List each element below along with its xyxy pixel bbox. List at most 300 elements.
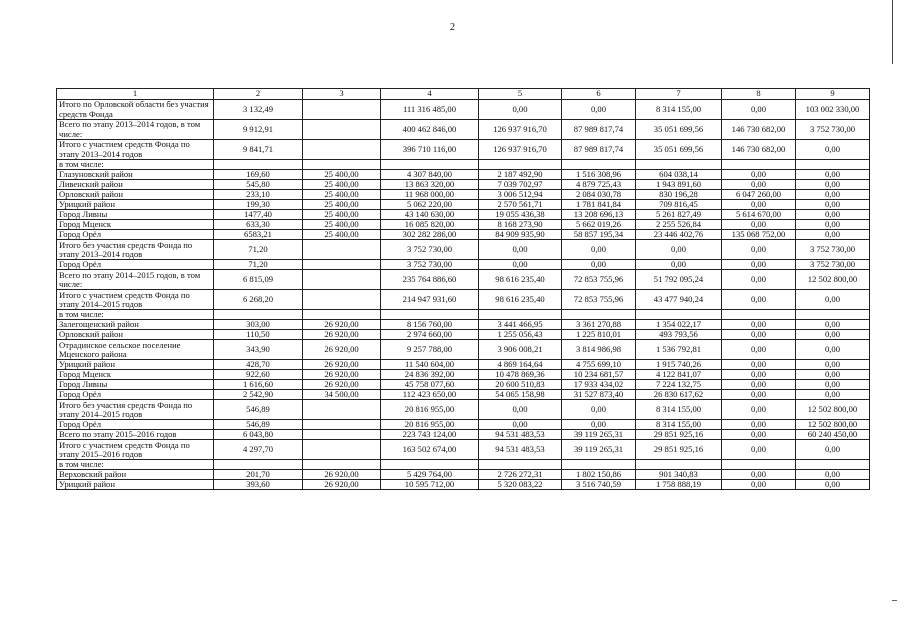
value-cell bbox=[303, 140, 381, 160]
value-cell bbox=[303, 160, 381, 170]
row-label-cell: Итого с участием средств Фонда по этапу 2013–2014 годов bbox=[57, 140, 214, 160]
value-cell: 1 354 022,17 bbox=[636, 320, 722, 330]
value-cell: 0,00 bbox=[796, 340, 870, 360]
value-cell: 302 282 286,00 bbox=[381, 230, 479, 240]
value-cell: 1 802 150,86 bbox=[562, 470, 636, 480]
value-cell: 0,00 bbox=[479, 260, 562, 270]
value-cell bbox=[796, 160, 870, 170]
value-cell: 0,00 bbox=[722, 390, 796, 400]
value-cell: 3 814 986,98 bbox=[562, 340, 636, 360]
value-cell: 103 002 330,00 bbox=[796, 100, 870, 120]
table-row bbox=[57, 380, 870, 390]
value-cell: 11 540 604,00 bbox=[381, 360, 479, 370]
value-cell: 0,00 bbox=[722, 400, 796, 420]
row-label-cell: Итого по Орловской области без участия средств Фонда bbox=[57, 100, 214, 120]
value-cell bbox=[303, 420, 381, 430]
value-cell: 604 038,14 bbox=[636, 170, 722, 180]
value-cell: 0,00 bbox=[722, 330, 796, 340]
value-cell bbox=[303, 290, 381, 310]
table-row bbox=[57, 210, 870, 220]
table-row bbox=[57, 440, 870, 460]
column-number-row bbox=[57, 89, 870, 100]
value-cell: 9 257 788,00 bbox=[381, 340, 479, 360]
column-header: 6 bbox=[562, 89, 636, 100]
value-cell: 0,00 bbox=[796, 180, 870, 190]
value-cell: 0,00 bbox=[796, 170, 870, 180]
value-cell: 135 068 752,00 bbox=[722, 230, 796, 240]
value-cell: 20 816 955,00 bbox=[381, 400, 479, 420]
table-row bbox=[57, 420, 870, 430]
value-cell bbox=[381, 460, 479, 470]
table-row bbox=[57, 140, 870, 160]
value-cell: 546,89 bbox=[214, 400, 303, 420]
value-cell: 428,70 bbox=[214, 360, 303, 370]
row-label-cell: Город Орёл bbox=[57, 420, 214, 430]
row-label-cell: Город Орёл bbox=[57, 230, 214, 240]
row-label-cell: Верховский район bbox=[57, 470, 214, 480]
value-cell: 233,10 bbox=[214, 190, 303, 200]
value-cell bbox=[303, 460, 381, 470]
value-cell: 39 119 265,31 bbox=[562, 430, 636, 440]
value-cell: 3 752 730,00 bbox=[796, 240, 870, 260]
value-cell: 2 187 492,90 bbox=[479, 170, 562, 180]
value-cell: 71,20 bbox=[214, 260, 303, 270]
column-header: 9 bbox=[796, 89, 870, 100]
table-row bbox=[57, 480, 870, 490]
value-cell: 1 255 056,43 bbox=[479, 330, 562, 340]
value-cell: 12 502 800,00 bbox=[796, 420, 870, 430]
value-cell bbox=[303, 260, 381, 270]
value-cell: 26 920,00 bbox=[303, 380, 381, 390]
value-cell: 98 616 235,40 bbox=[479, 290, 562, 310]
row-label-cell: Орловский район bbox=[57, 190, 214, 200]
table-row bbox=[57, 120, 870, 140]
value-cell: 1 516 308,96 bbox=[562, 170, 636, 180]
table-row bbox=[57, 170, 870, 180]
value-cell: 0,00 bbox=[722, 320, 796, 330]
value-cell: 60 240 450,00 bbox=[796, 430, 870, 440]
value-cell: 0,00 bbox=[722, 240, 796, 260]
value-cell: 901 340,83 bbox=[636, 470, 722, 480]
value-cell: 393,60 bbox=[214, 480, 303, 490]
value-cell: 110,50 bbox=[214, 330, 303, 340]
value-cell: 0,00 bbox=[796, 220, 870, 230]
value-cell: 35 051 699,56 bbox=[636, 140, 722, 160]
value-cell: 98 616 235,40 bbox=[479, 270, 562, 290]
table-row bbox=[57, 400, 870, 420]
value-cell: 1 943 891,60 bbox=[636, 180, 722, 190]
value-cell: 111 316 485,00 bbox=[381, 100, 479, 120]
value-cell: 34 500,00 bbox=[303, 390, 381, 400]
value-cell: 84 909 935,90 bbox=[479, 230, 562, 240]
value-cell bbox=[479, 160, 562, 170]
value-cell: 24 836 392,00 bbox=[381, 370, 479, 380]
value-cell bbox=[303, 440, 381, 460]
value-cell: 12 502 800,00 bbox=[796, 400, 870, 420]
value-cell: 25 400,00 bbox=[303, 170, 381, 180]
value-cell: 0,00 bbox=[722, 200, 796, 210]
value-cell: 303,00 bbox=[214, 320, 303, 330]
row-label-cell: Город Орёл bbox=[57, 390, 214, 400]
value-cell: 5 062 220,00 bbox=[381, 200, 479, 210]
value-cell: 26 920,00 bbox=[303, 340, 381, 360]
table-row bbox=[57, 270, 870, 290]
value-cell bbox=[303, 310, 381, 320]
value-cell: 0,00 bbox=[722, 440, 796, 460]
value-cell: 8 314 155,00 bbox=[636, 400, 722, 420]
value-cell: 0,00 bbox=[796, 290, 870, 310]
table-row bbox=[57, 180, 870, 190]
value-cell: 3 441 466,95 bbox=[479, 320, 562, 330]
value-cell: 87 989 817,74 bbox=[562, 140, 636, 160]
value-cell: 8 314 155,00 bbox=[636, 100, 722, 120]
value-cell: 35 051 699,56 bbox=[636, 120, 722, 140]
value-cell bbox=[722, 160, 796, 170]
value-cell: 10 478 869,36 bbox=[479, 370, 562, 380]
value-cell: 13 863 320,00 bbox=[381, 180, 479, 190]
value-cell: 396 710 116,00 bbox=[381, 140, 479, 160]
value-cell: 0,00 bbox=[796, 380, 870, 390]
value-cell: 126 937 916,70 bbox=[479, 140, 562, 160]
value-cell: 3 752 730,00 bbox=[796, 120, 870, 140]
value-cell: 0,00 bbox=[722, 420, 796, 430]
value-cell: 25 400,00 bbox=[303, 190, 381, 200]
row-label-cell: Всего по этапу 2013–2014 годов, в том числе: bbox=[57, 120, 214, 140]
value-cell: 0,00 bbox=[562, 100, 636, 120]
value-cell: 0,00 bbox=[479, 420, 562, 430]
table-row bbox=[57, 230, 870, 240]
value-cell: 1 915 740,26 bbox=[636, 360, 722, 370]
value-cell: 26 920,00 bbox=[303, 330, 381, 340]
value-cell: 2 570 561,71 bbox=[479, 200, 562, 210]
value-cell: 5 662 019,26 bbox=[562, 220, 636, 230]
row-label-cell: в том числе: bbox=[57, 460, 214, 470]
value-cell: 2 255 526,84 bbox=[636, 220, 722, 230]
row-label-cell: Глазуновский район bbox=[57, 170, 214, 180]
scan-edge-mark bbox=[892, 600, 897, 601]
value-cell: 4 122 841,07 bbox=[636, 370, 722, 380]
value-cell: 0,00 bbox=[722, 220, 796, 230]
value-cell: 0,00 bbox=[722, 180, 796, 190]
value-cell: 5 614 670,00 bbox=[722, 210, 796, 220]
value-cell: 7 039 702,97 bbox=[479, 180, 562, 190]
row-label-cell: Город Ливны bbox=[57, 380, 214, 390]
table-row bbox=[57, 340, 870, 360]
value-cell: 26 920,00 bbox=[303, 480, 381, 490]
value-cell: 0,00 bbox=[796, 200, 870, 210]
value-cell: 546,89 bbox=[214, 420, 303, 430]
value-cell: 343,90 bbox=[214, 340, 303, 360]
value-cell bbox=[303, 240, 381, 260]
value-cell: 3 752 730,00 bbox=[381, 260, 479, 270]
value-cell: 0,00 bbox=[562, 400, 636, 420]
value-cell: 8 156 760,00 bbox=[381, 320, 479, 330]
column-header: 4 bbox=[381, 89, 479, 100]
value-cell: 400 462 846,00 bbox=[381, 120, 479, 140]
table-row bbox=[57, 320, 870, 330]
table-row bbox=[57, 330, 870, 340]
value-cell: 26 830 617,62 bbox=[636, 390, 722, 400]
value-cell: 43 140 630,00 bbox=[381, 210, 479, 220]
value-cell: 71,20 bbox=[214, 240, 303, 260]
row-label-cell: Всего по этапу 2015–2016 годов bbox=[57, 430, 214, 440]
value-cell: 72 853 755,96 bbox=[562, 270, 636, 290]
value-cell: 20 816 955,00 bbox=[381, 420, 479, 430]
value-cell: 0,00 bbox=[722, 480, 796, 490]
value-cell: 58 857 195,34 bbox=[562, 230, 636, 240]
value-cell: 17 933 434,02 bbox=[562, 380, 636, 390]
value-cell: 0,00 bbox=[722, 170, 796, 180]
column-header: 5 bbox=[479, 89, 562, 100]
value-cell: 169,60 bbox=[214, 170, 303, 180]
value-cell: 1 225 810,01 bbox=[562, 330, 636, 340]
value-cell: 26 920,00 bbox=[303, 370, 381, 380]
value-cell: 1 758 888,19 bbox=[636, 480, 722, 490]
value-cell: 0,00 bbox=[722, 360, 796, 370]
value-cell: 0,00 bbox=[722, 340, 796, 360]
table-row bbox=[57, 160, 870, 170]
value-cell: 5 320 083,22 bbox=[479, 480, 562, 490]
value-cell: 633,30 bbox=[214, 220, 303, 230]
value-cell: 163 502 674,00 bbox=[381, 440, 479, 460]
value-cell: 0,00 bbox=[796, 330, 870, 340]
value-cell: 72 853 755,96 bbox=[562, 290, 636, 310]
value-cell: 8 314 155,00 bbox=[636, 420, 722, 430]
value-cell: 26 920,00 bbox=[303, 470, 381, 480]
value-cell bbox=[303, 120, 381, 140]
value-cell: 146 730 682,00 bbox=[722, 120, 796, 140]
value-cell: 7 224 132,75 bbox=[636, 380, 722, 390]
value-cell bbox=[479, 460, 562, 470]
value-cell: 6 043,80 bbox=[214, 430, 303, 440]
column-header: 2 bbox=[214, 89, 303, 100]
value-cell: 0,00 bbox=[562, 240, 636, 260]
row-label-cell: Отрадинское сельское поселение Мценского района bbox=[57, 340, 214, 360]
table-row bbox=[57, 260, 870, 270]
column-header: 7 bbox=[636, 89, 722, 100]
value-cell bbox=[214, 310, 303, 320]
value-cell bbox=[303, 270, 381, 290]
value-cell: 112 423 650,00 bbox=[381, 390, 479, 400]
value-cell bbox=[796, 460, 870, 470]
value-cell: 94 531 483,53 bbox=[479, 430, 562, 440]
value-cell: 0,00 bbox=[722, 100, 796, 120]
value-cell: 10 234 681,57 bbox=[562, 370, 636, 380]
value-cell: 94 531 483,53 bbox=[479, 440, 562, 460]
row-label-cell: Орловский район bbox=[57, 330, 214, 340]
value-cell: 26 920,00 bbox=[303, 360, 381, 370]
row-label-cell: Всего по этапу 2014–2015 годов, в том числе: bbox=[57, 270, 214, 290]
value-cell: 4 755 699,10 bbox=[562, 360, 636, 370]
row-label-cell: Город Ливны bbox=[57, 210, 214, 220]
value-cell: 0,00 bbox=[796, 470, 870, 480]
value-cell: 87 989 817,74 bbox=[562, 120, 636, 140]
value-cell: 709 816,45 bbox=[636, 200, 722, 210]
table-row bbox=[57, 430, 870, 440]
row-label-cell: Урицкий район bbox=[57, 360, 214, 370]
row-label-cell: Город Мценск bbox=[57, 220, 214, 230]
row-label-cell: в том числе: bbox=[57, 310, 214, 320]
value-cell: 493 793,56 bbox=[636, 330, 722, 340]
value-cell: 6 047 260,00 bbox=[722, 190, 796, 200]
value-cell: 0,00 bbox=[796, 370, 870, 380]
table-row bbox=[57, 390, 870, 400]
value-cell bbox=[722, 310, 796, 320]
value-cell: 0,00 bbox=[796, 320, 870, 330]
value-cell: 0,00 bbox=[796, 190, 870, 200]
value-cell: 146 730 682,00 bbox=[722, 140, 796, 160]
row-label-cell: Залегощенский район bbox=[57, 320, 214, 330]
value-cell: 0,00 bbox=[562, 260, 636, 270]
value-cell: 4 307 840,00 bbox=[381, 170, 479, 180]
value-cell: 4 297,70 bbox=[214, 440, 303, 460]
value-cell: 10 595 712,00 bbox=[381, 480, 479, 490]
table-row bbox=[57, 100, 870, 120]
value-cell: 16 085 820,00 bbox=[381, 220, 479, 230]
value-cell: 6583,21 bbox=[214, 230, 303, 240]
value-cell: 830 196,28 bbox=[636, 190, 722, 200]
value-cell bbox=[636, 160, 722, 170]
value-cell: 0,00 bbox=[722, 290, 796, 310]
value-cell: 39 119 265,31 bbox=[562, 440, 636, 460]
column-header: 3 bbox=[303, 89, 381, 100]
page-number: 2 bbox=[450, 22, 455, 33]
column-header: 8 bbox=[722, 89, 796, 100]
value-cell: 51 792 095,24 bbox=[636, 270, 722, 290]
value-cell: 26 920,00 bbox=[303, 320, 381, 330]
funding-table bbox=[56, 88, 870, 490]
value-cell: 0,00 bbox=[722, 370, 796, 380]
value-cell: 922,60 bbox=[214, 370, 303, 380]
value-cell: 0,00 bbox=[722, 470, 796, 480]
value-cell: 214 947 931,60 bbox=[381, 290, 479, 310]
value-cell: 126 937 916,70 bbox=[479, 120, 562, 140]
value-cell: 6 268,20 bbox=[214, 290, 303, 310]
value-cell: 5 261 827,49 bbox=[636, 210, 722, 220]
value-cell bbox=[479, 310, 562, 320]
value-cell: 54 065 158,98 bbox=[479, 390, 562, 400]
value-cell: 0,00 bbox=[796, 390, 870, 400]
value-cell: 11 968 000,00 bbox=[381, 190, 479, 200]
table-row bbox=[57, 190, 870, 200]
value-cell: 3 516 740,59 bbox=[562, 480, 636, 490]
table-row bbox=[57, 200, 870, 210]
value-cell bbox=[303, 430, 381, 440]
row-label-cell: Город Орёл bbox=[57, 260, 214, 270]
scan-edge-line bbox=[892, 0, 893, 64]
value-cell: 9 912,91 bbox=[214, 120, 303, 140]
value-cell: 0,00 bbox=[722, 430, 796, 440]
value-cell: 23 446 402,76 bbox=[636, 230, 722, 240]
value-cell: 545,80 bbox=[214, 180, 303, 190]
value-cell bbox=[303, 400, 381, 420]
table-row bbox=[57, 470, 870, 480]
value-cell: 25 400,00 bbox=[303, 230, 381, 240]
value-cell: 0,00 bbox=[562, 420, 636, 430]
value-cell bbox=[303, 100, 381, 120]
value-cell: 29 851 925,16 bbox=[636, 440, 722, 460]
value-cell: 4 869 164,64 bbox=[479, 360, 562, 370]
table-row bbox=[57, 310, 870, 320]
value-cell: 0,00 bbox=[796, 230, 870, 240]
value-cell bbox=[381, 160, 479, 170]
value-cell: 25 400,00 bbox=[303, 220, 381, 230]
value-cell: 5 429 764,00 bbox=[381, 470, 479, 480]
value-cell bbox=[214, 160, 303, 170]
value-cell bbox=[796, 310, 870, 320]
value-cell: 223 743 124,00 bbox=[381, 430, 479, 440]
value-cell: 2 974 660,00 bbox=[381, 330, 479, 340]
value-cell: 1477,40 bbox=[214, 210, 303, 220]
table-row bbox=[57, 220, 870, 230]
value-cell: 0,00 bbox=[636, 240, 722, 260]
table-body bbox=[57, 100, 870, 490]
value-cell: 25 400,00 bbox=[303, 200, 381, 210]
value-cell: 19 055 436,38 bbox=[479, 210, 562, 220]
row-label-cell: Ливенский район bbox=[57, 180, 214, 190]
value-cell bbox=[636, 460, 722, 470]
value-cell: 0,00 bbox=[796, 480, 870, 490]
row-label-cell: в том числе: bbox=[57, 160, 214, 170]
row-label-cell: Итого без участия средств Фонда по этапу 2014–2015 годов bbox=[57, 400, 214, 420]
value-cell: 3 132,49 bbox=[214, 100, 303, 120]
table-row bbox=[57, 460, 870, 470]
value-cell bbox=[636, 310, 722, 320]
value-cell: 0,00 bbox=[796, 210, 870, 220]
value-cell: 3 752 730,00 bbox=[381, 240, 479, 260]
value-cell: 0,00 bbox=[796, 360, 870, 370]
value-cell: 45 758 077,60 bbox=[381, 380, 479, 390]
value-cell: 3 006 512,94 bbox=[479, 190, 562, 200]
value-cell: 0,00 bbox=[636, 260, 722, 270]
row-label-cell: Город Мценск bbox=[57, 370, 214, 380]
value-cell: 3 906 008,21 bbox=[479, 340, 562, 360]
value-cell: 0,00 bbox=[722, 380, 796, 390]
value-cell bbox=[562, 160, 636, 170]
value-cell: 2 726 272,31 bbox=[479, 470, 562, 480]
value-cell: 20 600 510,83 bbox=[479, 380, 562, 390]
value-cell: 31 527 873,40 bbox=[562, 390, 636, 400]
value-cell: 3 361 270,88 bbox=[562, 320, 636, 330]
value-cell: 0,00 bbox=[479, 400, 562, 420]
value-cell: 8 168 273,90 bbox=[479, 220, 562, 230]
table-row bbox=[57, 290, 870, 310]
value-cell: 3 752 730,00 bbox=[796, 260, 870, 270]
value-cell: 25 400,00 bbox=[303, 210, 381, 220]
table-row bbox=[57, 360, 870, 370]
value-cell: 0,00 bbox=[479, 100, 562, 120]
value-cell: 199,30 bbox=[214, 200, 303, 210]
row-label-cell: Урицкий район bbox=[57, 480, 214, 490]
value-cell: 0,00 bbox=[479, 240, 562, 260]
column-header: 1 bbox=[57, 89, 214, 100]
value-cell bbox=[562, 310, 636, 320]
value-cell: 9 841,71 bbox=[214, 140, 303, 160]
value-cell: 0,00 bbox=[722, 260, 796, 270]
value-cell: 43 477 940,24 bbox=[636, 290, 722, 310]
value-cell: 0,00 bbox=[722, 270, 796, 290]
value-cell bbox=[381, 310, 479, 320]
row-label-cell: Итого с участием средств Фонда по этапу 2014–2015 годов bbox=[57, 290, 214, 310]
value-cell: 25 400,00 bbox=[303, 180, 381, 190]
value-cell: 13 208 696,13 bbox=[562, 210, 636, 220]
table-row bbox=[57, 370, 870, 380]
row-label-cell: Итого без участия средств Фонда по этапу 2013–2014 годов bbox=[57, 240, 214, 260]
value-cell: 1 536 792,81 bbox=[636, 340, 722, 360]
value-cell: 0,00 bbox=[796, 140, 870, 160]
value-cell: 6 815,09 bbox=[214, 270, 303, 290]
value-cell: 2 542,90 bbox=[214, 390, 303, 400]
